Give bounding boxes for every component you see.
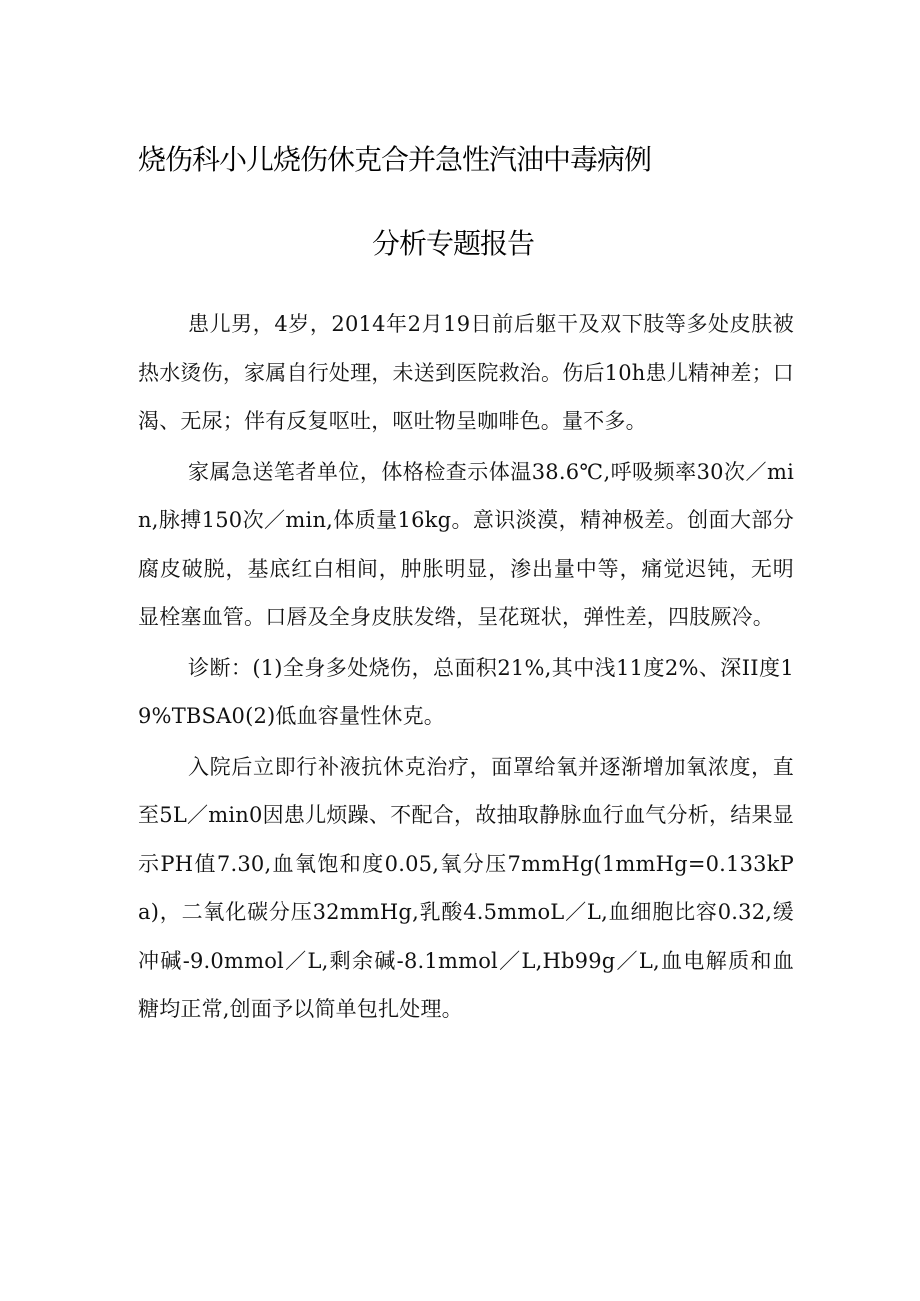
paragraph-patient-history: 患儿男，4岁，2014年2月19日前后躯干及双下肢等多处皮肤被热水烫伤，家属自行处理，未送到医院救治。伤后10h患儿精神差；口渴、无尿；伴有反复呕吐，呕吐物呈咖啡色。量不多。 xyxy=(138,312,794,433)
document-body xyxy=(138,300,794,1036)
document-title-line-1: 烧伤科小儿烧伤休克合并急性汽油中毒病例 xyxy=(138,143,652,176)
document-title-line-2: 分析专题报告 xyxy=(372,227,535,260)
paragraph-physical-exam: 家属急送笔者单位，体格检查示体温38.6℃,呼吸频率30次／min,脉搏150次／min,体质量16kg。意识淡漠，精神极差。创面大部分腐皮破脱，基底红白相间，肿胀明显，渗出量中等，痛觉迟钝，无明显栓塞血管。口唇及全身皮肤发绺，呈花斑状，弹性差，四肢厥冷。 xyxy=(138,459,794,629)
paragraph-diagnosis: 诊断：(1)全身多处烧伤，总面积21%,其中浅11度2%、深II度19%TBSA0(2)低血容量性休克。 xyxy=(138,655,794,728)
paragraph-treatment: 入院后立即行补液抗休克治疗，面罩给氧并逐渐增加氧浓度，直至5L／min0因患儿烦躁、不配合，故抽取静脉血行血气分析，结果显示PH值7.30,血氧饱和度0.05,氧分压7mmHg(1mmHg=0.133kPa)，二氧化碳分压32mmHg,乳酸4.5mmoL／L,血细胞比容0.32,缓冲碱-9.0mmol／L,剩余碱-8.1mmol／L,Hb99g／L,血电解质和血糖均正常,创面予以简单包扎处理。 xyxy=(138,754,794,1021)
